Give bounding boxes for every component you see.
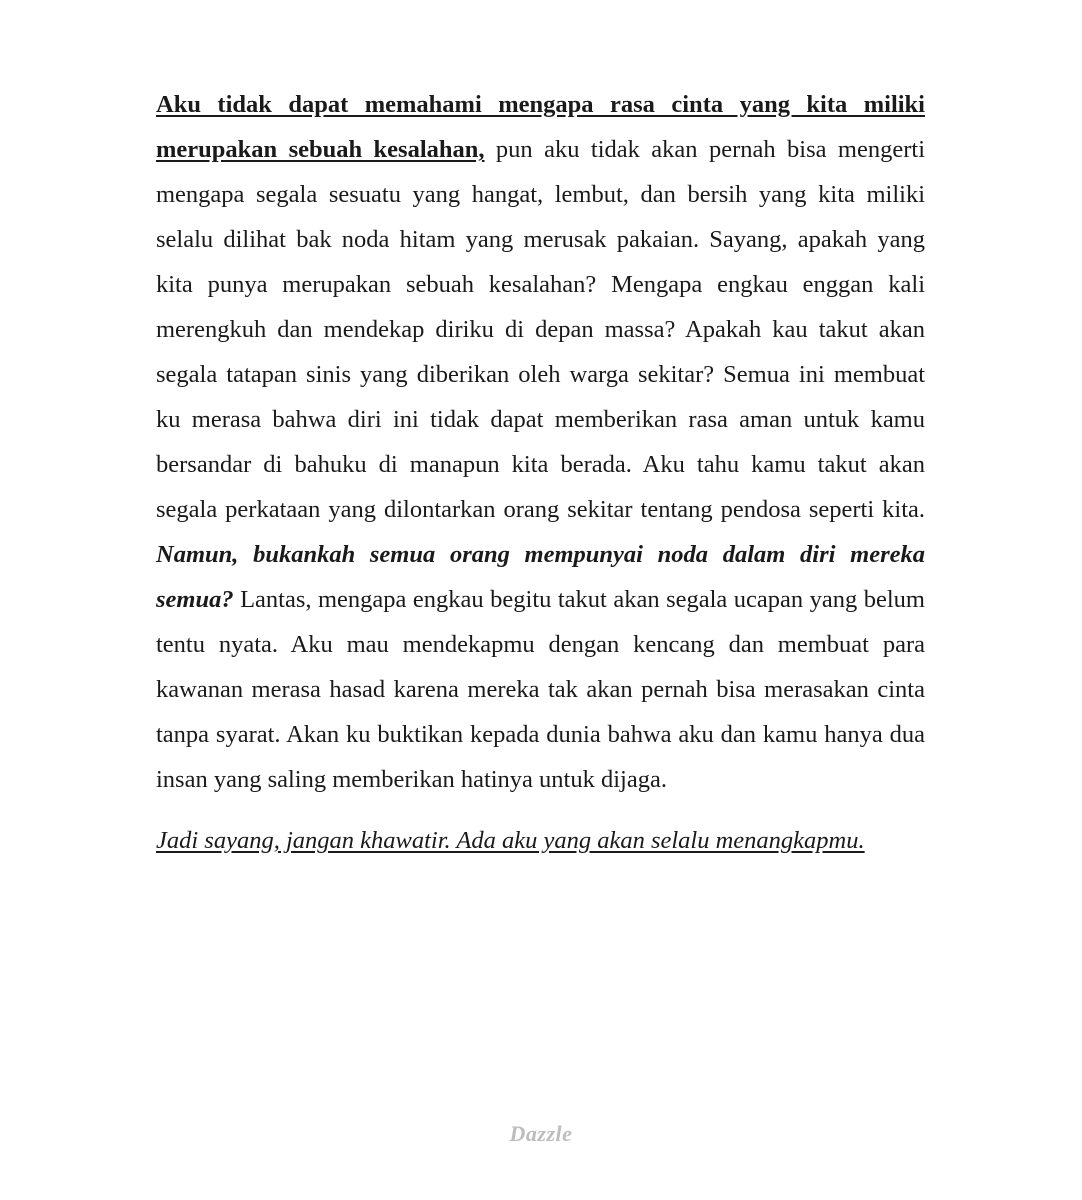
closing-line: Jadi sayang, jangan khawatir. Ada aku yang akan selalu menangkapmu. bbox=[156, 827, 865, 854]
watermark-logo: Dazzle bbox=[509, 1121, 573, 1146]
main-paragraph bbox=[156, 82, 925, 802]
body-text-part2: Lantas, mengapa engkau begitu takut akan segala ucapan yang belum tentu nyata. Aku mau mendekapmu dengan kencang dan membuat para kawanan merasa hasad karena mereka tak akan pernah bisa merasakan cinta tanpa syarat. Akan ku buktikan kepada dunia bahwa aku dan kamu hanya dua insan yang saling memberikan hatinya untuk dijaga. bbox=[156, 586, 925, 793]
intro-emphasis-text: Aku tidak dapat memahami mengapa rasa cinta yang kita miliki merupakan sebuah kesalahan, bbox=[156, 91, 925, 163]
document-page bbox=[156, 82, 925, 863]
body-text-part1: pun aku tidak akan pernah bisa mengerti mengapa segala sesuatu yang hangat, lembut, dan bersih yang kita miliki selalu dilihat bak noda hitam yang merusak pakaian. Sayang, apakah yang kita punya merupakan sebuah kesalahan? Mengapa engkau enggan kali merengkuh dan mendekap diriku di depan massa? Apakah kau takut akan segala tatapan sinis yang diberikan oleh warga sekitar? Semua ini membuat ku merasa bahwa diri ini tidak dapat memberikan rasa aman untuk kamu bersandar di bahuku di manapun kita berada. Aku tahu kamu takut akan segala perkataan yang dilontarkan orang sekitar tentang pendosa seperti kita. bbox=[156, 136, 926, 523]
mid-emphasis-text: Namun, bukankah semua orang mempunyai noda dalam diri mereka semua? bbox=[156, 541, 925, 613]
